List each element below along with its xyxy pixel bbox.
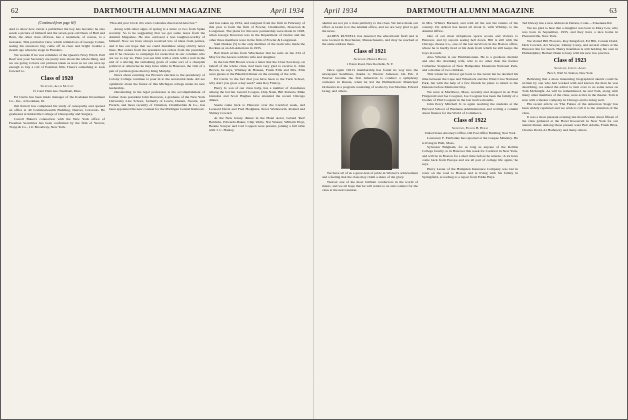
class-heading: Class of 1920 — [40, 76, 74, 83]
paragraph: Outstanding in the legal profession is the accomplishment of former class president John Donovan, a graduate of the New York University Law School, formerly of Lewis, Durant, Swartz, and French, and more recently of Chisman, Chamberlain & Co., has been appointed the new counsel for the Michigan Central Railroad. — [109, 90, 205, 111]
paragraph: Ted Dewey has a new address in Darien, Conn.—Tokeneke Rd. — [522, 21, 613, 25]
paragraph: Ed Curtis 'to the fact that you have been to the Tuck School, why don't you grow a hay seed?' asks Roy Fitzroy. — [209, 77, 305, 86]
paragraph: We were at Marilboro, Mass. recently and dropped in on Fran Fitzgerald and Joe Coogster, Joe Coogster has been the family of a brother of Phil Coogster in the last twelve months. — [422, 89, 518, 102]
paragraph: Also Whelan is our Hambletonian. He is a graduate chemist and also his charming wife, who is no other than the former Catherine Stapleton of New Hampshire Mountain National Park, and a mother of two children. — [422, 55, 518, 72]
paragraph: John Percy Mitchell Jr. is again teaching the students at the Harvard School of Business Administration and writing a column about finance for the World of Commerce. — [422, 102, 518, 115]
paragraph: Sam Durkee (5) is the only member of the team who made the Rockies as an All-American in 1933. — [209, 42, 305, 51]
paragraph: It was a most pleasant evening last month when about fifteen of the class gathered at the Hotel Roosevelt in New York for our annual dinner. Among those present were Bob Adams, Frank Bliss, Charles Dodd, Al Hathaway and many others. — [522, 115, 618, 132]
paragraph: At the New Jersey dinner in the Hotel Astor, Leland 'Red' Baldwin, Edwards-Baker, Chip Wells, Nat Wasser, William Hoyt, Beanie Sawyer and Carl Coppen were present, joining a full table with J. C. Hanley. — [209, 115, 305, 133]
secretary-address: United States Attorney's Office, Old Post Office Building, New York — [424, 130, 516, 135]
paragraph: We visited Bill Flowers, Roy Kingsford, Ed Hill, Connie Dodd, Dick Coward, Art Sawyer, Johnny Carey, and several others at the Hanover Inn for lunch. Henry Kaufman is still holding his own in Philadelphia; Herbert Dunn is busy with his new law practice. — [522, 38, 618, 56]
paragraph: Harry Lester of the Hampden Insurance Company was last in town on the road to Boston and is living with his family in Springfield, according to a report from Eddie Hays. — [422, 166, 518, 179]
paragraph: Along with other signs of spring is a letter or two from Spike recently. So is he suggesting that we get some notes from the Alumni Magazine. He also enclosed a less laughter-worthy of himself. Now we have always received lots of ideas from parties, and it has our hope that we could maximize along strictly news lines. But orders from the president are orders from the president, and if he chooses to campaign for reelection in our columns who are we to say no. Here you see him with a stick with a nail in the end of a stirring the remaining grain of some sort of a cheapish political or otherwise he may have while in Hanover, the visit of a pair of partisan grass men by King Murphy. — [109, 27, 205, 73]
page-number: 62 — [11, 7, 19, 15]
paragraph: We wonder if he was reminder of the Queen's Navy Witch. Pull Reef was your Secretary are pretty sure about the whole thing, and we are going to have our pictures taken as soon as we can save up enough to buy a roll of Eastman film. There's something to look forward to. — [9, 52, 105, 74]
paragraph: Jim Parrott has completed his study of osteopathy and opened an office at 40 Commonwealth Building, Denver, Colorado. He graduated at Kirksville College of Osteopathy and Surgery. — [9, 103, 105, 116]
class-heading: Class of 1923 — [553, 58, 587, 65]
paragraph: Sylvester Bingham, for as long as anyone of the Rollins College faculty, is in Hanover this week for Carnival in New York, and will be in Boston for a short time before he returns. 'A lot have come back from Europe and are all part of college life again,' he says. — [422, 145, 518, 166]
paragraph: We have all of us a great deal of pride in Weaver's achievement and a feeling that the class may claim a share of the glory. — [322, 170, 418, 180]
portrait-body — [350, 128, 392, 170]
issue-date: April 1934 — [270, 7, 304, 15]
secretary-address: 1 Eaton Road, New Rochelle, N. Y. — [346, 62, 394, 67]
class-secretary: Secretary, Herrick Brown — [353, 57, 387, 62]
paragraph: Once again 1921's membership has found its way into the newspaper headlines, thanks to Weaver Jameson. On Feb. 6 Weaver became the first American to conduct a symphony orchestra in Russia, when he led the Philharmonic Municipal Orchestra in a program consisting of works by Jan Sibelius, Edvard Grieg, and others. — [322, 67, 418, 93]
issue-date: April 1934 — [324, 7, 358, 15]
class-secretary: Secretary, Allan M. Cate — [40, 84, 74, 89]
header-rule — [324, 17, 617, 18]
left-column-3 — [209, 21, 305, 413]
header-rule — [11, 17, 304, 18]
paragraph: Lawrence F. Fairbanks has reported at the Gaspee Ministry. He is living in Hull, Mass. — [422, 136, 518, 145]
paragraph: His recent article on 'The Future of the American Stage' has been widely reprinted and we wish to call it to the attention of the class. — [522, 102, 618, 115]
paragraph: This winter he did not get back to the Grant but he decided his time between the Cape and Wheelock and the Wind Cave National Park, but with the help of a few friends he plans to return to the Dakotas before Memorial Day. — [422, 72, 518, 89]
right-page — [314, 1, 627, 419]
paragraph: alumni are not yet a class publicity to the class. We have made our effort. A Grant is to the Alumni office, and we are very glad to get the news. — [322, 21, 418, 34]
right-column-2 — [422, 21, 518, 413]
paragraph: ALDEN RUSSELL has deserted the educational field and is now located in Dorchester, Massachusetts, and may be reached at the same address there. — [322, 33, 418, 47]
paragraph: Believing that a more interesting biographical sketch could be written by one who had worked with and known the man he was describing, we asked the editor to turn over to us some notes on Tom McKnight. As will be remembered, he and Tom, along with many other members of the class, were active in the theater. Tom is now with a theater company in Chicago and is doing well. — [522, 76, 618, 102]
class-heading: Class of 1922 — [453, 117, 487, 124]
continued-note: (Continued from page 60) — [38, 21, 76, 25]
paragraph: Carroll Baker's connection with the New York office of Freeman Securities has been confirmed by the firm of Yerrow, Trapp & Co., 111 Broadway, New York. — [9, 116, 105, 129]
paragraph: Ed Curtis has been made manager of the Kodaken Investment Co., Inc., at Kodaken, Ill. — [9, 94, 105, 104]
paragraph: We are glad to hear that a daughter was born to Mary Lou, who was born in September, 1933, and they have a nice home in Pleasantville, New York. — [522, 25, 618, 38]
magazine-title: DARTMOUTH ALUMNI MAGAZINE — [406, 7, 535, 15]
paragraph: And to show how clever a publicitier the boy has become; he also sends a picture of himself and the seven-year-old Dean of Bull and Bern, the other class officers, has a testament, of course, to a treasurer. This particular view, which reminds us of George Cohan, seeing his ancestors big, came off in clear and bright trouble a month ago when he stage in Flanders. — [9, 27, 105, 52]
class-secretary: Secretary, Francis H. Horan — [451, 125, 489, 130]
secretary-address: Box 5, Wall St. Station, New York — [547, 71, 593, 76]
secretary-address: 15 Court Plain Ave. Needham, Mass. — [32, 89, 82, 94]
paragraph: and has taken up 1934, and resigned from the firm in February of this year to form the firm of Fowler, Chamberlin, Donovan & Longstreet. The plans for this new partnership were made in 1928, when George Donovan was in the Department of Justice and the other three members were in the firm of Fowler & Longstreet. — [209, 21, 305, 42]
right-running-head — [324, 7, 617, 17]
left-column-2 — [109, 21, 205, 413]
portrait-head — [362, 106, 380, 128]
paragraph: Steele came back to Hanover over the Carnival week, and Leonard Davis and Fred Hodgkins, Perce Wadsworth, Roland and Shirley Coward. — [209, 102, 305, 116]
magazine-title: DARTMOUTH ALUMNI MAGAZINE — [93, 7, 222, 15]
paragraph: in Mrs. White's Barnard, and with all the rest the talents of the country. Dr. Abbott has heard all about it, with Whitley, to the Alumni Office. — [422, 21, 518, 34]
paragraph: Weaver one of the most brilliant conductors in the world of music, and we all hope that he will return to us and conduct for the class at the next reunion. — [322, 179, 418, 192]
paragraph: News about eventing Joe Brown's election to the presidency of Colony College continue to pour in to the secretarial desk. All are optimistic about the future of this Michigan college under its new leadership. — [109, 73, 205, 90]
paragraph: In the late Bill Brown wrote a letter that the Class Secretary, on behalf of the whole class, had been very glad to receive it. John Brown, he says, Whitney & Hansen, Frank Ellis and Mrs. Ellis were guests at the Bluebird dinner on the evening of the 12th. — [209, 59, 305, 77]
left-page — [1, 1, 314, 419]
paragraph: One of our most ubiquitous sports scouts and visitors to Hanover, and by reports seeing hell down. Bill is still with the Chicago cheese Co., one of the last survivors in the Boston office, where he is hardly tired at his desk from which he still keeps the boys in touch. — [422, 33, 518, 55]
photo-caption: "How did your Uncle Jim when Columbus discovered America?" — [109, 21, 198, 25]
class-secretary: Secretary, John C. Allen — [554, 66, 586, 71]
paragraph: Harry Jr, son of our class baby, has a number of classmates among the lad list. Gerald Coogan, Chip Nash, Bill Roberts, Mike Glendon and Scott Hughes have attended the recent Chicago dinner. — [209, 85, 305, 103]
right-column-3 — [522, 21, 618, 413]
portrait-photo — [341, 95, 399, 169]
right-column-1 — [322, 21, 418, 413]
paragraph: Bob Rush writes from Winchester that he sails on the 23d of May for the Azores with his wife and daughter. — [209, 51, 305, 60]
class-heading: Class of 1921 — [353, 49, 387, 56]
left-running-head — [11, 7, 304, 17]
page-number: 63 — [609, 7, 617, 15]
left-column-1 — [9, 21, 105, 413]
